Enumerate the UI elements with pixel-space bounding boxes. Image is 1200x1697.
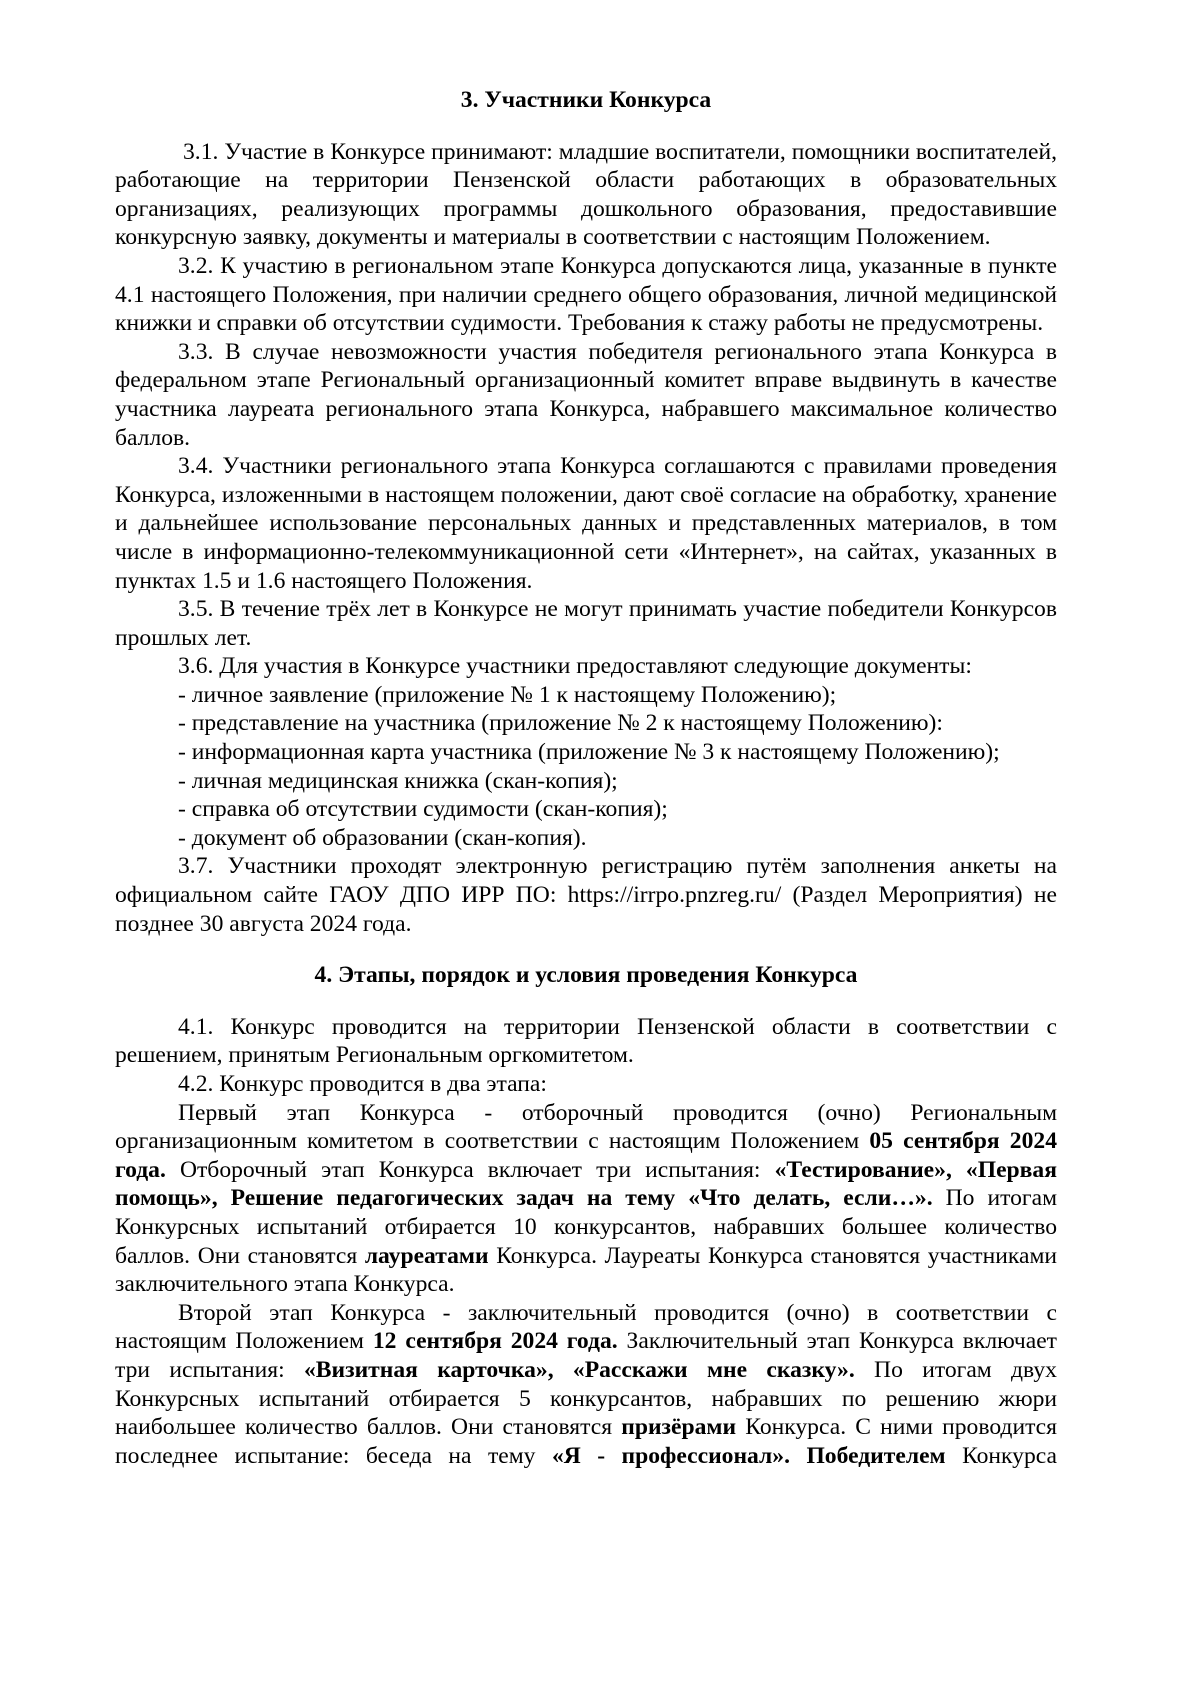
paragraph-3-1: 3.1. Участие в Конкурсе принимают: младшие воспитатели, помощники воспитателей, работающие на территории Пензенской области работающих в образовательных организациях, реализующих программы дошкольного образования, предоставившие конкурсную заявку, документы и материалы в соответствии с настоящим Положением. xyxy=(115,138,1057,251)
paragraph-3-2: 3.2. К участию в региональном этапе Конкурса допускаются лица, указанные в пункте 4.1 настоящего Положения, при наличии среднего общего образования, личной медицинской книжки и справки об отсутствии судимости. Требования к стажу работы не предусмотрены. xyxy=(115,252,1057,337)
stage-2-text: Второй этап Конкурса - заключительный проводится (очно) в соответствии с настоящим Положением xyxy=(115,1299,1057,1355)
stage-2-text xyxy=(790,1443,806,1469)
stage-1-date: 05 сентября 2024 года. xyxy=(115,1128,1057,1183)
document-list-item: - справка об отсутствии судимости (скан-копия); xyxy=(178,796,668,823)
paragraph-3-4: 3.4. Участники регионального этапа Конкурса соглашаются с правилами проведения Конкурса, изложенными в настоящем положении, дают своё согласие на обработку, хранение и дальнейшее использование персональных данных и представленных материалов, в том числе в информационно-телекоммуникационной сети «Интернет», на сайтах, указанных в пунктах 1.5 и 1.6 настоящего Положения. xyxy=(115,453,1057,594)
final-test-title: «Я - профессионал». xyxy=(551,1442,790,1469)
paragraph-3-5: 3.5. В течение трёх лет в Конкурсе не могут принимать участие победители Конкурсов прошлых лет. xyxy=(115,596,1057,651)
document-list-item: - информационная карта участника (приложение № 3 к настоящему Положению); xyxy=(178,739,1000,766)
stage-1-text: Отборочный этап Конкурса включает три испытания: xyxy=(165,1156,775,1183)
stage-1-text: Первый этап Конкурса - отборочный проводится (очно) Региональным организационным комитетом в соответствии с настоящим Положением xyxy=(115,1099,1057,1155)
paragraph-3-3: 3.3. В случае невозможности участия победителя регионального этапа Конкурса в федеральном этапе Региональный организационный комитет вправе выдвинуть в качестве участника лауреата регионального этапа Конкурса, набравшего максимальное количество баллов. xyxy=(115,338,1057,451)
stage-1-tests: «Тестирование», «Первая помощь», Решение педагогических задач на тему «Что делать, если…». xyxy=(115,1156,1057,1212)
stage-2-date: 12 сентября 2024 года. xyxy=(372,1328,618,1355)
stage-2-tests: «Визитная карточка», «Расскажи мне сказку». xyxy=(303,1356,855,1383)
paragraph-3-6: 3.6. Для участия в Конкурсе участники предоставляют следующие документы: xyxy=(178,653,972,680)
stage-2-text: Заключительный этап Конкурса включает три испытания: xyxy=(115,1328,1057,1383)
document-list-item: - личная медицинская книжка (скан-копия); xyxy=(178,767,618,794)
section-4-heading: 4. Этапы, порядок и условия проведения Конкурса xyxy=(314,962,858,989)
paragraph-stage-2 xyxy=(115,1299,1057,1471)
laureates-term: лауреатами xyxy=(364,1242,489,1269)
stage-1-text: Конкурса. Лауреаты Конкурса становятся участниками заключительного этапа Конкурса. xyxy=(115,1242,1057,1298)
document-body xyxy=(115,86,1057,1470)
stage-2-text: Конкурса xyxy=(945,1442,1058,1469)
stage-2-text: Конкурса. С ними проводится последнее испытание: беседа на тему xyxy=(115,1414,1057,1469)
prize-winners-term: призёрами xyxy=(621,1414,737,1441)
document-list-item: - личное заявление (приложение № 1 к настоящему Положению); xyxy=(178,681,837,708)
paragraph-4-1: 4.1. Конкурс проводится на территории Пензенской области в соответствии с решением, принятым Региональным оргкомитетом. xyxy=(115,1013,1057,1069)
paragraph-4-2: 4.2. Конкурс проводится в два этапа: xyxy=(178,1071,547,1097)
stage-1-text: По итогам Конкурсных испытаний отбирается 10 конкурсантов, набравших большее количество баллов. Они становятся xyxy=(115,1185,1057,1269)
stage-2-text: По итогам двух Конкурсных испытаний отбирается 5 конкурсантов, набравших по решению жюри наибольшее количество баллов. Они становятся xyxy=(115,1356,1057,1441)
winner-term: Победителем xyxy=(806,1442,946,1469)
section-3-heading: 3. Участники Конкурса xyxy=(460,87,712,113)
document-list-item: - документ об образовании (скан-копия). xyxy=(178,824,587,851)
document-list-item: - представление на участника (приложение № 2 к настоящему Положению): xyxy=(178,710,943,737)
paragraph-3-7: 3.7. Участники проходят электронную регистрацию путём заполнения анкеты на официальном сайте ГАОУ ДПО ИРР ПО: https://irrpo.pnzreg.ru/ (Раздел Мероприятия) не позднее 30 августа 2024 года. xyxy=(115,853,1057,937)
paragraph-stage-1 xyxy=(115,1099,1057,1299)
